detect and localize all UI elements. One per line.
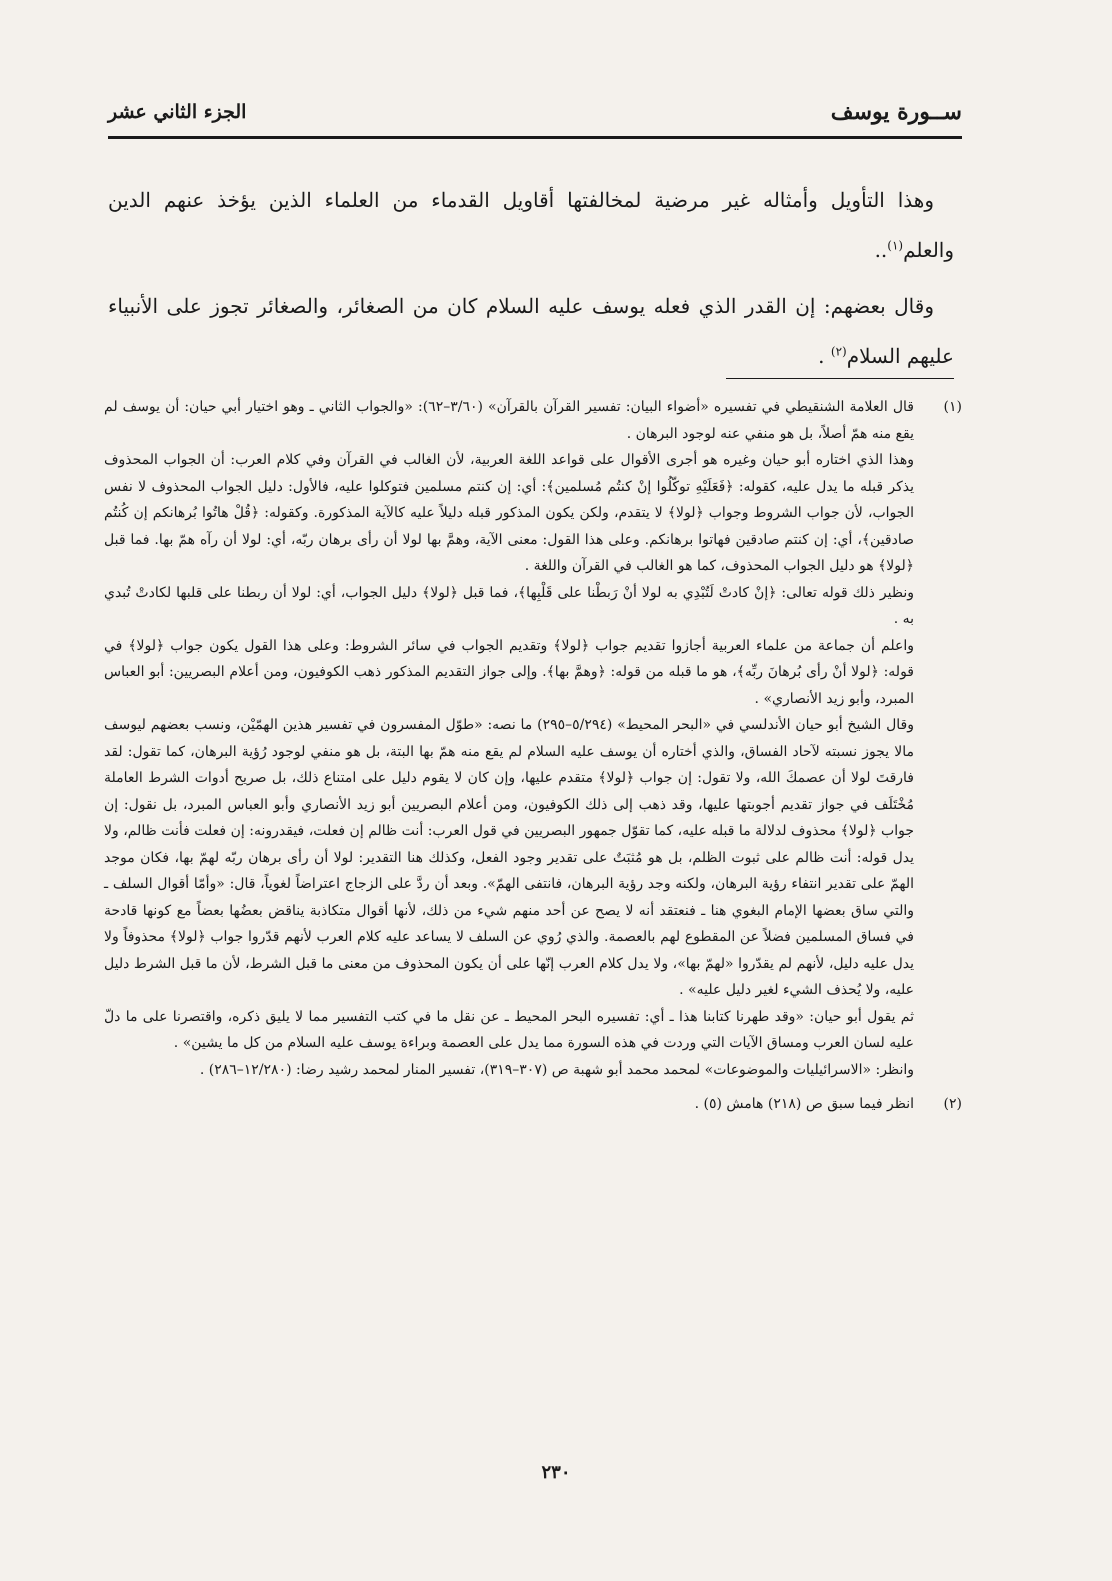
paragraph-tail: . [818, 344, 831, 368]
footnote-body [104, 394, 914, 1083]
header-rule [108, 136, 962, 139]
footnote-paragraph: واعلم أن جماعة من علماء العربية أجازوا تقديم جواب ﴿لولا﴾ وتقديم الجواب في سائر الشروط: وعلى هذا القول يكون جواب ﴿لولا﴾ في قوله: ﴿لولا أنْ رأى بُرهانَ ربِّه﴾، هو ما قبله من قوله: ﴿وهمَّ بها﴾. وإلى جواز التقديم المذكور ذهب الكوفيون، ومن أعلام البصريين: أبو العباس المبرد، وأبو زيد الأنصاري» . [104, 637, 914, 707]
paragraph-text: وهذا التأويل وأمثاله غير مرضية لمخالفتها أقاويل القدماء من العلماء الذين يؤخذ عنهم الدين والعلم [108, 188, 954, 262]
footnote-2 [104, 1091, 962, 1118]
footnote-1 [104, 394, 962, 1083]
footnote-paragraph: انظر فيما سبق ص (٢١٨) هامش (٥) . [694, 1096, 914, 1112]
footnote-paragraph: ثم يقول أبو حيان: «وقد طهرنا كتابنا هذا ـ أي: تفسيره البحر المحيط ـ عن نقل ما في كتب التفسير مما لا يليق ذكره، واقتصرنا على ما دلّ عليه لسان العرب ومساق الآيات التي وردت في هذه السورة مما يدل على العصمة وبراءة يوسف عليه السلام من كل ما يشين» . [104, 1008, 914, 1051]
footnote-paragraph: وقال الشيخ أبو حيان الأندلسي في «البحر المحيط» (٥/٢٩٤–٢٩٥) ما نصه: «طوّل المفسرون في تفسير هذين الهمّيْن، ونسب بعضهم ليوسف مالا يجوز نسبته لآحاد الفساق، والذي أختاره أن يوسف عليه السلام لم يقع منه همّ بها البتة، بل هو منفي لوجود رُؤية البرهان، كما تقول: لقد فارقتَ لولا أن عصمكَ الله، ولا تقول: إن جواب ﴿لولا﴾ متقدم عليها، وإن كان لا يقوم دليل على امتناع ذلك، بل صريح أدوات الشرط العاملة مُخْتَلَف في جواز تقديم أجوبتها عليها، وقد ذهب إلى ذلك الكوفيون، ومن أعلام البصريين أبو زيد الأنصاري وأبو العباس المبرد، بل نقول: إن جواب ﴿لولا﴾ محذوف لدلالة ما قبله عليه، كما تقوّل جمهور البصريين في قول العرب: أنت ظالم إن فعلت، فيقدرونه: إن فعلت فأنت ظالم، ولا يدل قوله: أنت ظالم على ثبوت الظلم، بل هو مُثبَتٌ على تقدير وجود الفعل، وكذلك هنا التقدير: لولا أن رأى برهان ربّه لهمّ بها، فكان موجد الهمّ على تقدير انتفاء رؤية البرهان، ولكنه وجد رؤية البرهان، فانتفى الهمّ». وبعد أن ردَّ على الزجاج اعتراضاً لغوياً، قال: «وأمّا أقوال السلف ـ والتي ساق بعضها الإمام البغوي هنا ـ فنعتقد أنه لا يصح عن أحد منهم شيء من ذلك، لأنها أقوال متكاذبة يناقض بعضُها بعضاً مع كونها قادحة في فساق المسلمين فضلاً عن المقطوع لهم بالعصمة. والذي رُوي عن السلف لا يساعد عليه كلام العرب لأنهم قدّروا جواب ﴿لولا﴾ محذوفاً ولا يدل عليه دليل، لأنهم لم يقدّروا «لهمّ بها»، ولا يدل كلام العرب إنّها على أن يكون المحذوف من معنى ما قبل الشرط، لأن ما قبل الشرط دليل عليه، ولا يُحذف الشيء لغير دليل عليه» . [104, 717, 915, 998]
page-number: ٢٣٠ [541, 1462, 571, 1483]
footnote-ref[interactable]: (٢) [830, 344, 847, 359]
footnotes [104, 394, 962, 1118]
main-text [108, 175, 954, 387]
footnote-paragraph: وهذا الذي اختاره أبو حيان وغيره هو أجرى الأقوال على قواعد اللغة العربية، لأن الغالب في القرآن وفي كلام العرب: أن الجواب المحذوف يذكر قبله ما يدل عليه، كقوله: ﴿فَعَلَيْهِ توكّلُوا إنْ كنتُم مُسلمين﴾: أي: إن كنتم مسلمين فتوكلوا عليه، فالأول: دليل الجواب المحذوف لا نفس الجواب، لأن جواب الشروط وجواب ﴿لولا﴾ لا يتقدم، ولكن يكون المذكور قبله دليلاً عليه كالآية المذكورة. وكقوله: ﴿قُلْ هاتُوا بُرهانكم إن كُنتُم صادقين﴾، أي: إن كنتم صادقين فهاتوا برهانكم. وعلى هذا القول: معنى الآية، وهمَّ بها لولا أن رأى برهان ربّه، أي: لولا أن رآه همّ بها. فما قبل ﴿لولا﴾ هو دليل الجواب المحذوف، كما هو الغالب في القرآن واللغة . [104, 452, 914, 574]
footnote-paragraph: ونظير ذلك قوله تعالى: ﴿إنْ كادتْ لَتُبْدِي به لولا أنْ رَبطْنا على قَلْبِها﴾، فما قبل ﴿لولا﴾ دليل الجواب، أي: لولا أن ربطنا على قلبها لكادتْ تُبدي به . [104, 584, 914, 627]
footnote-number: (٢) [943, 1096, 962, 1112]
footnote-paragraph: قال العلامة الشنقيطي في تفسيره «أضواء البيان: تفسير القرآن بالقرآن» (٣/٦٠–٦٢): «والجواب الثاني ـ وهو اختيار أبي حيان: أن يوسف لم يقع منه همّ أصلاً، بل هو منفي عنه لوجود البرهان . [104, 399, 914, 442]
footnote-ref[interactable]: (١) [887, 238, 904, 253]
footnote-paragraph: وانظر: «الاسرائيليات والموضوعات» لمحمد محمد أبو شهبة ص (٣٠٧–٣١٩)، تفسير المنار لمحمد رشيد رضا: (١٢/٢٨٠–٢٨٦) . [199, 1061, 914, 1078]
footnote-body [104, 1091, 914, 1118]
running-header [108, 90, 962, 134]
paragraph-text: وقال بعضهم: إن القدر الذي فعله يوسف عليه السلام كان من الصغائر، والصغائر تجوز على الأنبياء عليهم السلام [108, 294, 954, 368]
surah-title: ســورة يوسف [830, 99, 962, 125]
paragraph-tail: .. [874, 238, 888, 262]
main-paragraph [108, 281, 954, 381]
footnote-number: (١) [943, 399, 962, 415]
main-paragraph [108, 175, 954, 275]
juz-title: الجزء الثاني عشر [108, 101, 247, 123]
footnote-separator [726, 378, 954, 379]
